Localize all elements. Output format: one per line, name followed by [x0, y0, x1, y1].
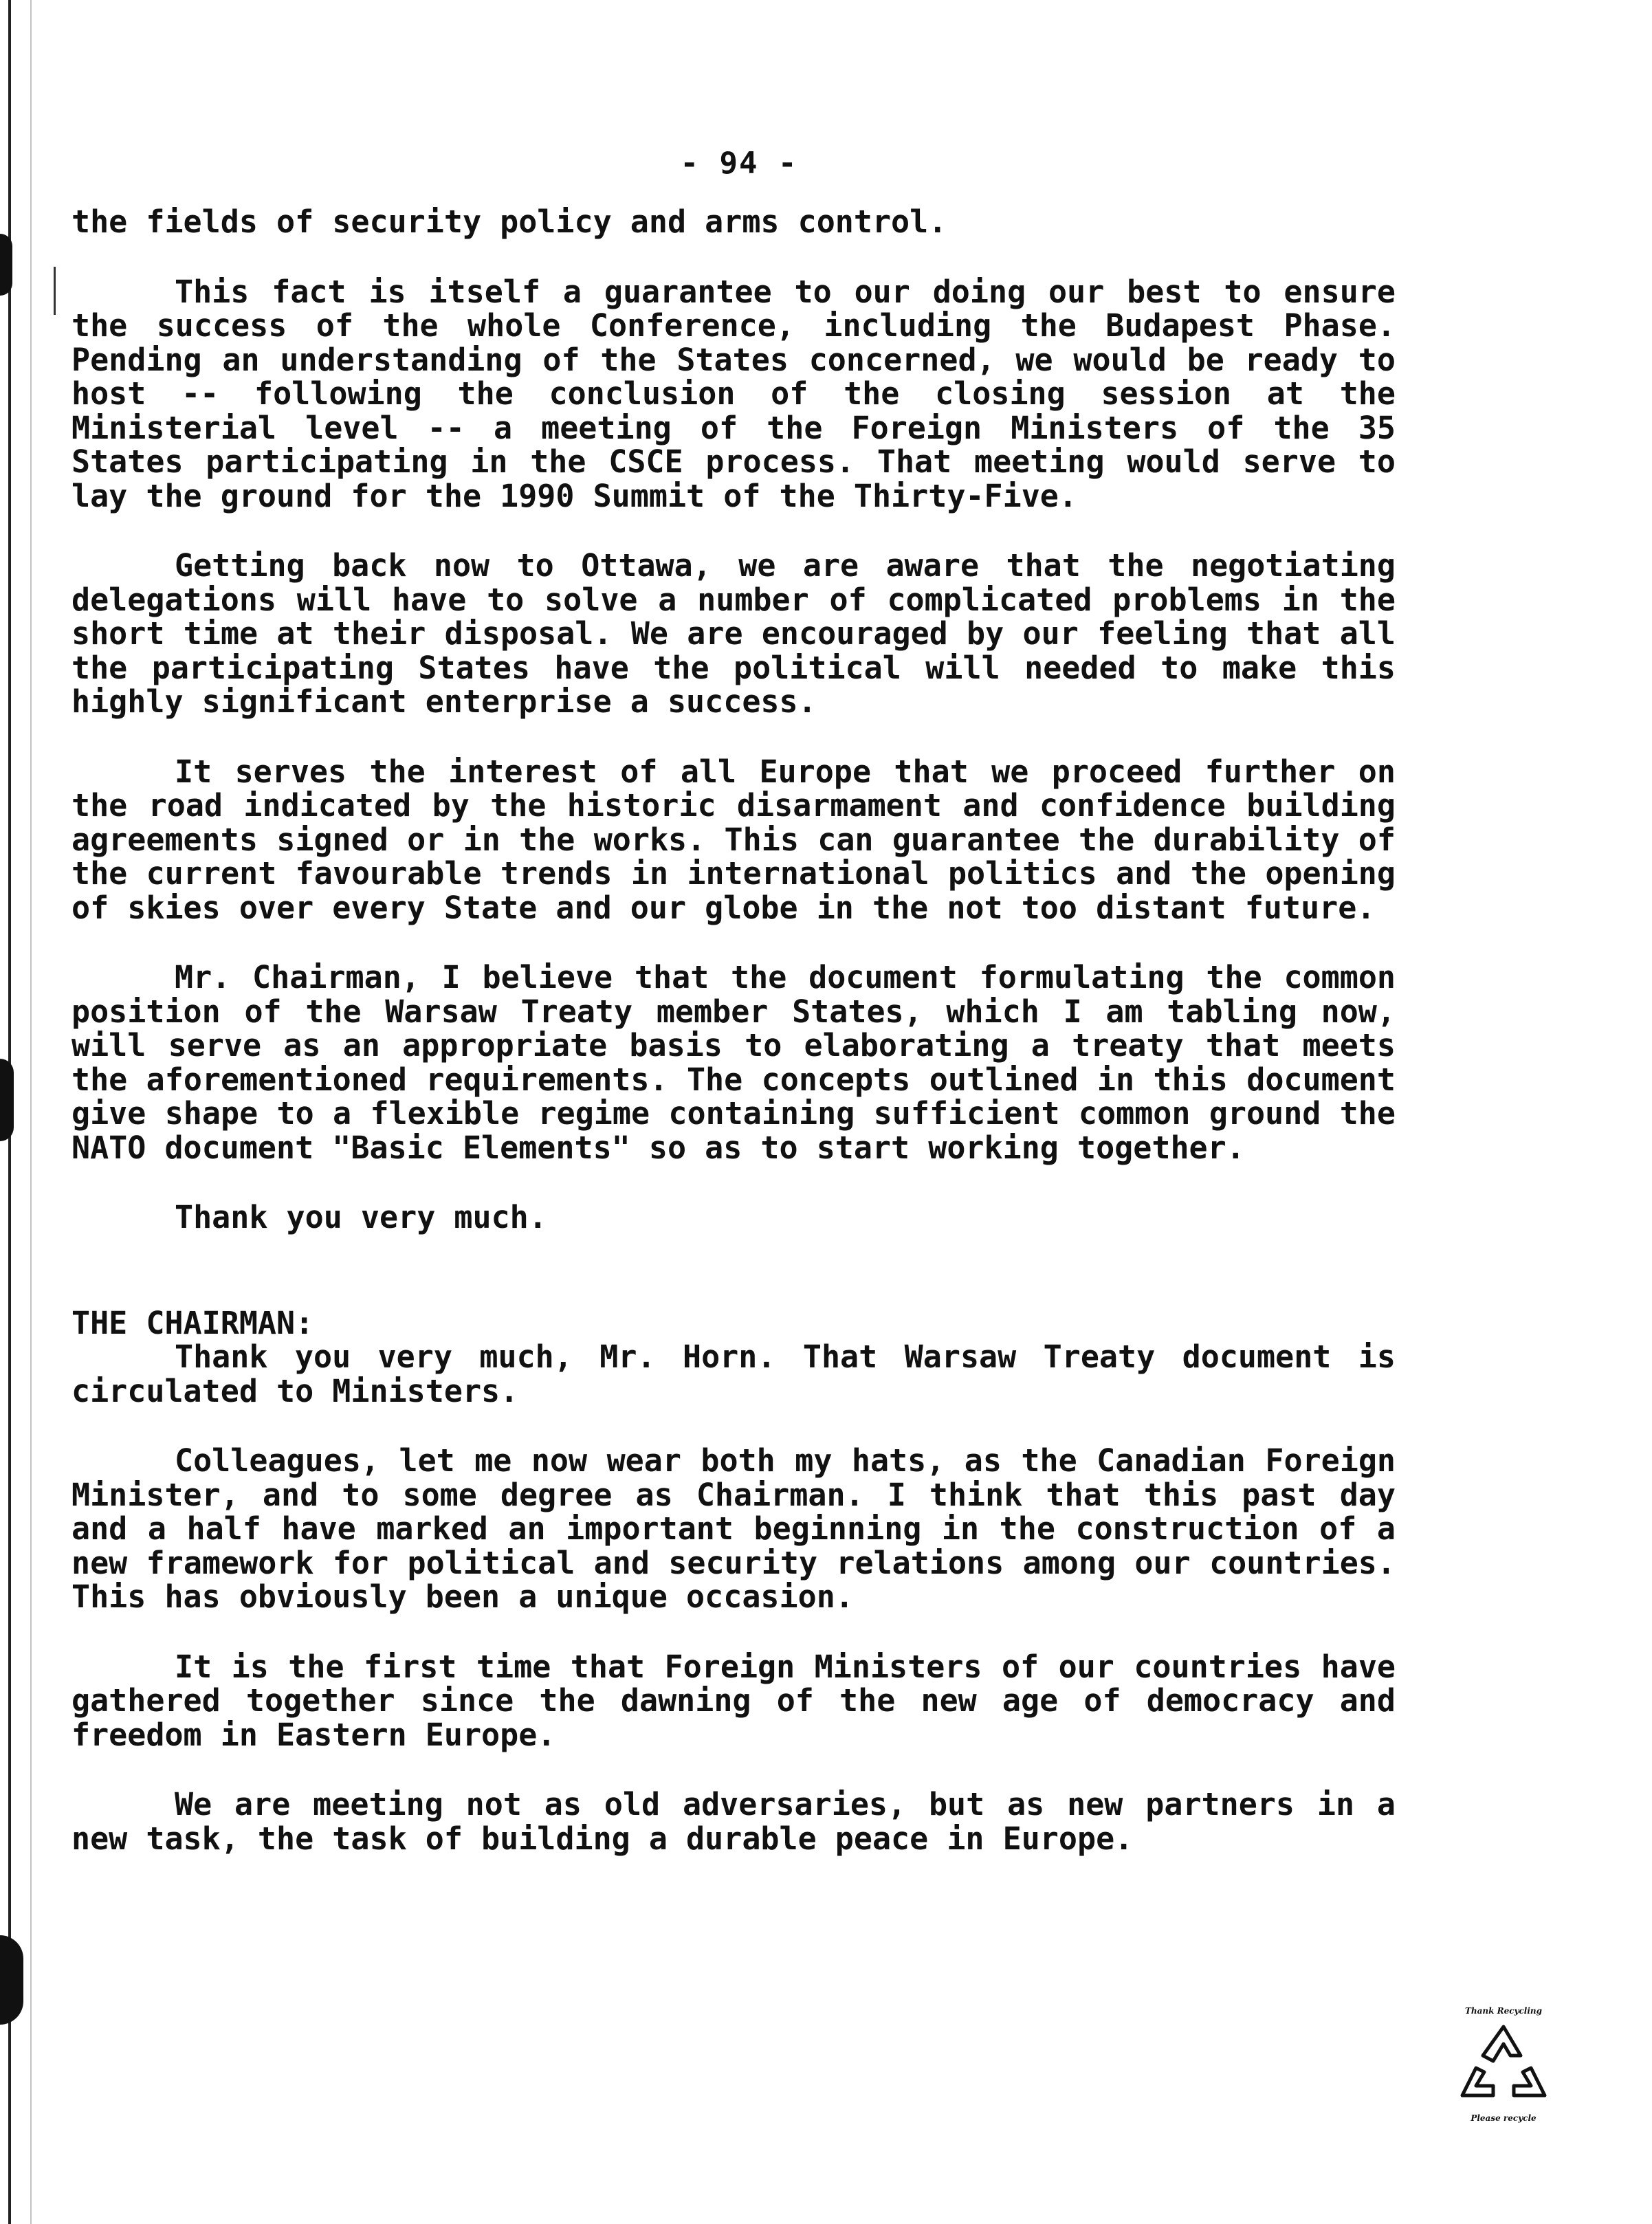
paragraph: Colleagues, let me now wear both my hats, as the Canadian Foreign Minister, and to some degree as Chairman. I think that this past day and a half have marked an important beginning in the construction of a new framework for political and security relations among our countries. This has obviously been a unique occasion. [71, 1442, 1396, 1615]
recycle-top-text: Thank Recycling [1464, 2006, 1543, 2016]
paragraph: This fact is itself a guarantee to our doing our best to ensure the success of the whole Conference, including the Budapest Phase. Pending an understanding of the States concerned, we would be ready to host -- following the conclusion of the closing session at the Ministerial level -- a meeting of the Foreign Ministers of the 35 States participating in the CSCE process. That meeting would serve to lay the ground for the 1990 Summit of the Thirty-Five. [71, 273, 1396, 514]
paragraph: the fields of security policy and arms control. [71, 203, 947, 240]
scan-mark [0, 1059, 14, 1141]
binding-shadow [30, 0, 32, 2224]
scan-mark [0, 234, 12, 296]
paragraph: Thank you very much. [175, 1199, 547, 1235]
paragraph: It is the first time that Foreign Ministers of our countries have gathered together since the dawning of the new age of democracy and freedom in Eastern Europe. [71, 1648, 1396, 1753]
paragraph: Getting back now to Ottawa, we are aware that the negotiating delegations will have to solve a number of complicated problems in the short time at their disposal. We are encouraged by our feeling that all the participating States have the political will needed to make this highly significant enterprise a success. [71, 547, 1396, 720]
paragraph: It serves the interest of all Europe that we proceed further on the road indicated by the historic disarmament and confidence building agreements signed or in the works. This can guarantee the durability of the current favourable trends in international politics and the opening of skies over every State and our globe in the not too distant future. [71, 753, 1396, 926]
margin-mark [54, 267, 56, 315]
paragraph: We are meeting not as old adversaries, but as new partners in a new task, the task of building a durable peace in Europe. [71, 1786, 1396, 1857]
speaker-label: THE CHAIRMAN: [71, 1304, 314, 1341]
paragraph: Mr. Chairman, I believe that the document formulating the common position of the Warsaw Treaty member States, which I am tabling now, will serve as an appropriate basis to elaborating a treaty that meets the aforementioned requirements. The concepts outlined in this document give shape to a flexible regime containing sufficient common ground the NATO document "Basic Elements" so as to start working together. [71, 959, 1396, 1166]
scan-mark [0, 1935, 23, 2025]
recycle-bottom-text: Please recycle [1471, 2113, 1537, 2123]
page-number: - 94 - [680, 146, 798, 181]
recycle-logo [1452, 2006, 1555, 2144]
paragraph: Thank you very much, Mr. Horn. That Warsaw Treaty document is circulated to Ministers. [71, 1339, 1396, 1409]
document-body [71, 205, 1396, 1856]
recycle-icon [1455, 2020, 1552, 2109]
